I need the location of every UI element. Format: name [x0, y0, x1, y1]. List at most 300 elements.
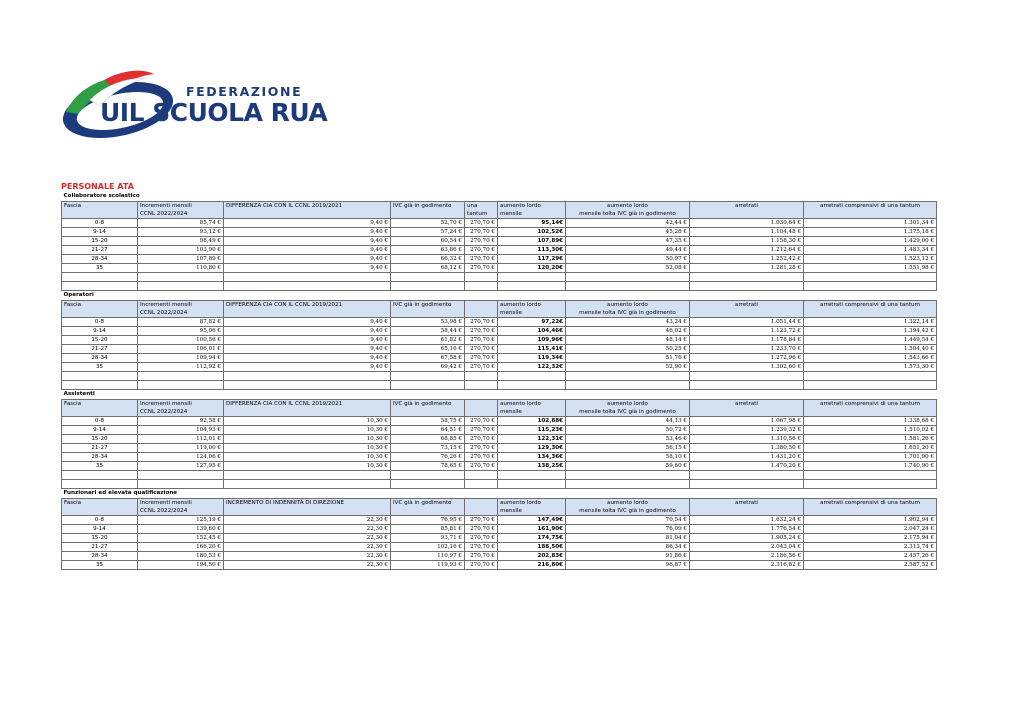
group-title: Collaboratore scolastico	[63, 193, 140, 199]
empty-cell	[498, 471, 566, 480]
table-cell: 107,89€	[498, 237, 566, 246]
empty-cell	[804, 273, 937, 282]
column-header: CCNL 2022/2024	[138, 309, 224, 318]
table-cell: 42,44 €	[566, 219, 690, 228]
empty-cell	[62, 480, 138, 489]
table-cell: 43,24 €	[566, 318, 690, 327]
column-header: INCREMENTO DI INDENNITÀ DI DIREZIONE	[224, 499, 391, 508]
table-row	[62, 219, 937, 228]
table-header-row	[62, 499, 937, 508]
table-row	[62, 327, 937, 336]
empty-cell	[498, 282, 566, 291]
table-cell: 46,02 €	[566, 327, 690, 336]
table-cell: 127,95 €	[138, 462, 224, 471]
column-header: arretrati comprensivi di una tantum	[804, 400, 937, 409]
table-cell: 10,30 €	[224, 453, 391, 462]
table-cell: 112,01 €	[138, 435, 224, 444]
table-cell: 115,41€	[498, 345, 566, 354]
table-header-row	[62, 301, 937, 310]
column-header: arretrati comprensivi di una tantum	[804, 301, 937, 310]
table-cell: 270,70 €	[465, 534, 498, 543]
column-header: aumento lordo	[498, 301, 566, 310]
table-cell: 9,40 €	[224, 318, 391, 327]
table-cell: 194,50 €	[138, 561, 224, 570]
table-cell: 10,30 €	[224, 426, 391, 435]
column-header	[465, 408, 498, 417]
column-header	[804, 408, 937, 417]
empty-cell	[465, 381, 498, 390]
table-cell: 1.483,34 €	[804, 246, 937, 255]
table-cell: 180,53 €	[138, 552, 224, 561]
empty-cell	[804, 381, 937, 390]
table-row	[62, 255, 937, 264]
column-header: arretrati	[690, 400, 804, 409]
table-cell: 76,09 €	[566, 525, 690, 534]
table-cell: 9,40 €	[224, 327, 391, 336]
table-cell: 76,26 €	[391, 453, 465, 462]
column-header: IVC già in godimento	[391, 499, 465, 508]
column-header	[391, 408, 465, 417]
table-cell: 28-34	[62, 255, 138, 264]
empty-cell	[62, 282, 138, 291]
column-header: aumento lordo	[498, 499, 566, 508]
table-row	[62, 318, 937, 327]
table-cell: 2.313,74 €	[804, 543, 937, 552]
empty-cell	[224, 381, 391, 390]
table-cell: 66,32 €	[391, 255, 465, 264]
table-cell: 1.581,26 €	[804, 435, 937, 444]
table-cell: 1.573,30 €	[804, 363, 937, 372]
section-title: PERSONALE ATA	[61, 182, 134, 191]
empty-cell	[62, 471, 138, 480]
table-cell: 86,34 €	[566, 543, 690, 552]
table-cell: 1.431,20 €	[690, 453, 804, 462]
table-cell: 87,82 €	[138, 318, 224, 327]
table-cell: 2.457,26 €	[804, 552, 937, 561]
column-header: una	[465, 202, 498, 211]
table-cell: 270,70 €	[465, 246, 498, 255]
table-cell: 1.632,24 €	[690, 516, 804, 525]
column-header: Fascia	[62, 499, 138, 508]
table-cell: 52,90 €	[566, 363, 690, 372]
table-cell: 122,31€	[498, 435, 566, 444]
table-cell: 270,70 €	[465, 219, 498, 228]
table-cell: 139,60 €	[138, 525, 224, 534]
column-header	[690, 309, 804, 318]
table-cell: 270,70 €	[465, 345, 498, 354]
table-cell: 49,44 €	[566, 246, 690, 255]
table-row	[62, 363, 937, 372]
column-header: mensile	[498, 210, 566, 219]
column-header	[690, 408, 804, 417]
table-header-row	[62, 507, 937, 516]
empty-cell	[690, 282, 804, 291]
column-header	[804, 309, 937, 318]
table-cell: 1.272,96 €	[690, 354, 804, 363]
table-cell: 70,54 €	[566, 516, 690, 525]
column-header: mensile	[498, 408, 566, 417]
empty-cell	[690, 381, 804, 390]
table-cell: 35	[62, 363, 138, 372]
empty-cell	[690, 471, 804, 480]
empty-cell	[465, 273, 498, 282]
table-row	[62, 246, 937, 255]
group-title: Operatori	[63, 292, 94, 298]
table-cell: 78,65 €	[391, 462, 465, 471]
table-cell: 120,20€	[498, 264, 566, 273]
table-cell: 73,15 €	[391, 444, 465, 453]
table-cell: 188,50€	[498, 543, 566, 552]
spacer-row	[62, 480, 937, 489]
table-cell: 50,72 €	[566, 426, 690, 435]
table-cell: 48,14 €	[566, 336, 690, 345]
empty-cell	[138, 372, 224, 381]
table-cell: 52,70 €	[391, 219, 465, 228]
table-row	[62, 462, 937, 471]
table-cell: 147,49€	[498, 516, 566, 525]
column-header: mensile tolta IVC già in godimento	[566, 309, 690, 318]
table-header-row	[62, 202, 937, 211]
column-header: aumento lordo	[566, 301, 690, 310]
empty-cell	[138, 480, 224, 489]
empty-cell	[62, 381, 138, 390]
table-cell: 109,96€	[498, 336, 566, 345]
table-cell: 110,97 €	[391, 552, 465, 561]
column-header	[224, 210, 391, 219]
table-cell: 58,75 €	[391, 417, 465, 426]
table-cell: 97,22€	[498, 318, 566, 327]
table-cell: 9,40 €	[224, 237, 391, 246]
empty-cell	[224, 273, 391, 282]
empty-cell	[62, 372, 138, 381]
table-cell: 1.380,50 €	[690, 444, 804, 453]
table-cell: 9,40 €	[224, 228, 391, 237]
table-cell: 117,29€	[498, 255, 566, 264]
table-cell: 270,70 €	[465, 336, 498, 345]
table-cell: 10,30 €	[224, 435, 391, 444]
column-header: aumento lordo	[566, 499, 690, 508]
document-body	[61, 181, 936, 570]
table-cell: 270,70 €	[465, 552, 498, 561]
table-cell: 1.104,48 €	[690, 228, 804, 237]
column-header: arretrati	[690, 499, 804, 508]
table-cell: 174,75€	[498, 534, 566, 543]
group-title: Funzionari ed elevata qualificazione	[63, 490, 178, 496]
table-cell: 60,54 €	[391, 237, 465, 246]
table-cell: 22,30 €	[224, 552, 391, 561]
table-cell: 35	[62, 462, 138, 471]
column-header	[62, 507, 138, 516]
table-cell: 1.252,42 €	[690, 255, 804, 264]
table-cell: 1.902,94 €	[804, 516, 937, 525]
column-header	[465, 309, 498, 318]
table-cell: 22,30 €	[224, 561, 391, 570]
table-cell: 1.322,14 €	[804, 318, 937, 327]
table-cell: 9,40 €	[224, 264, 391, 273]
table-cell: 1.178,84 €	[690, 336, 804, 345]
table-cell: 1.123,72 €	[690, 327, 804, 336]
column-header: CCNL 2022/2024	[138, 210, 224, 219]
table-cell: 98,49 €	[138, 237, 224, 246]
empty-cell	[690, 480, 804, 489]
table-cell: 270,70 €	[465, 237, 498, 246]
empty-cell	[804, 372, 937, 381]
column-header: DIFFERENZA CIA CON IL CCNL 2019/2021	[224, 301, 391, 310]
column-header: mensile	[498, 309, 566, 318]
table-cell: 270,70 €	[465, 435, 498, 444]
table-cell: 270,70 €	[465, 363, 498, 372]
column-header: Incrementi mensili	[138, 499, 224, 508]
table-cell: 22,30 €	[224, 543, 391, 552]
table-cell: 10,30 €	[224, 462, 391, 471]
table-cell: 50,97 €	[566, 255, 690, 264]
table-cell: 1.449,54 €	[804, 336, 937, 345]
table-cell: 45,28 €	[566, 228, 690, 237]
table-cell: 59,60 €	[566, 462, 690, 471]
table-cell: 68,85 €	[391, 435, 465, 444]
table-cell: 9,40 €	[224, 345, 391, 354]
table-cell: 21-27	[62, 345, 138, 354]
table-cell: 10,30 €	[224, 444, 391, 453]
table-cell: 9,40 €	[224, 255, 391, 264]
column-header	[465, 400, 498, 409]
table-row	[62, 525, 937, 534]
table-cell: 9,40 €	[224, 336, 391, 345]
table-cell: 270,70 €	[465, 462, 498, 471]
spacer-row	[62, 282, 937, 291]
table-row	[62, 237, 937, 246]
table-cell: 1.701,90 €	[804, 453, 937, 462]
table-cell: 103,90 €	[138, 246, 224, 255]
table-cell: 1.233,70 €	[690, 345, 804, 354]
table-cell: 124,06 €	[138, 453, 224, 462]
salary-table	[61, 192, 937, 570]
column-header	[690, 507, 804, 516]
empty-cell	[465, 480, 498, 489]
table-cell: 125,19 €	[138, 516, 224, 525]
table-cell: 2.047,24 €	[804, 525, 937, 534]
column-header: aumento lordo	[566, 202, 690, 211]
table-cell: 10,30 €	[224, 417, 391, 426]
table-cell: 21-27	[62, 543, 138, 552]
table-cell: 21-27	[62, 444, 138, 453]
column-header: DIFFERENZA CIA CON IL CCNL 2019/2021	[224, 400, 391, 409]
table-cell: 68,12 €	[391, 264, 465, 273]
table-cell: 270,70 €	[465, 516, 498, 525]
spacer-row	[62, 381, 937, 390]
table-cell: 9-14	[62, 327, 138, 336]
table-cell: 1.905,24 €	[690, 534, 804, 543]
table-cell: 15-20	[62, 237, 138, 246]
empty-cell	[465, 372, 498, 381]
table-cell: 9,40 €	[224, 246, 391, 255]
table-cell: 134,36€	[498, 453, 566, 462]
table-cell: 28-34	[62, 453, 138, 462]
table-cell: 44,13 €	[566, 417, 690, 426]
table-cell: 63,86 €	[391, 246, 465, 255]
table-cell: 1.030,64 €	[690, 219, 804, 228]
table-cell: 119,93 €	[391, 561, 465, 570]
column-header	[465, 301, 498, 310]
column-header: tantum	[465, 210, 498, 219]
column-header: arretrati comprensivi di una tantum	[804, 499, 937, 508]
table-cell: 1.551,98 €	[804, 264, 937, 273]
empty-cell	[465, 282, 498, 291]
table-row	[62, 417, 937, 426]
empty-cell	[804, 480, 937, 489]
table-cell: 270,70 €	[465, 264, 498, 273]
empty-cell	[224, 282, 391, 291]
table-cell: 22,30 €	[224, 516, 391, 525]
spacer-row	[62, 471, 937, 480]
table-row	[62, 534, 937, 543]
empty-cell	[498, 381, 566, 390]
table-row	[62, 561, 937, 570]
column-header: IVC già in godimento	[391, 202, 465, 211]
empty-cell	[566, 471, 690, 480]
table-cell: 0-8	[62, 318, 138, 327]
table-cell: 270,70 €	[465, 318, 498, 327]
column-header	[804, 507, 937, 516]
table-cell: 138,25€	[498, 462, 566, 471]
empty-cell	[804, 471, 937, 480]
table-cell: 69,42 €	[391, 363, 465, 372]
table-cell: 9,40 €	[224, 219, 391, 228]
column-header: Incrementi mensili	[138, 400, 224, 409]
empty-cell	[690, 273, 804, 282]
table-cell: 1.239,32 €	[690, 426, 804, 435]
column-header: Incrementi mensili	[138, 301, 224, 310]
table-cell: 9-14	[62, 525, 138, 534]
table-row	[62, 516, 937, 525]
table-header-row	[62, 400, 937, 409]
table-cell: 270,70 €	[465, 444, 498, 453]
table-cell: 1.375,18 €	[804, 228, 937, 237]
table-header-row	[62, 408, 937, 417]
table-cell: 1.212,64 €	[690, 246, 804, 255]
column-header: CCNL 2022/2024	[138, 408, 224, 417]
empty-cell	[391, 471, 465, 480]
table-row	[62, 228, 937, 237]
table-cell: 9,40 €	[224, 354, 391, 363]
table-cell: 0-8	[62, 219, 138, 228]
table-cell: 216,80€	[498, 561, 566, 570]
empty-cell	[566, 480, 690, 489]
table-cell: 102,88€	[498, 417, 566, 426]
table-cell: 22,30 €	[224, 534, 391, 543]
column-header: DIFFERENZA CIA CON IL CCNL 2019/2021	[224, 202, 391, 211]
table-cell: 104,46€	[498, 327, 566, 336]
table-cell: 1.776,54 €	[690, 525, 804, 534]
column-header	[62, 210, 138, 219]
table-cell: 81,04 €	[566, 534, 690, 543]
table-cell: 95,14€	[498, 219, 566, 228]
table-cell: 28-34	[62, 552, 138, 561]
table-cell: 93,12 €	[138, 228, 224, 237]
table-cell: 1.394,42 €	[804, 327, 937, 336]
table-row	[62, 354, 937, 363]
table-row	[62, 345, 937, 354]
table-header-row	[62, 309, 937, 318]
table-cell: 61,82 €	[391, 336, 465, 345]
table-cell: 9,40 €	[224, 363, 391, 372]
column-header: aumento lordo	[498, 400, 566, 409]
table-cell: 15-20	[62, 435, 138, 444]
table-cell: 96,87 €	[566, 561, 690, 570]
table-cell: 1.310,56 €	[690, 435, 804, 444]
table-cell: 21-27	[62, 246, 138, 255]
table-cell: 119,34€	[498, 354, 566, 363]
empty-cell	[391, 372, 465, 381]
table-cell: 270,70 €	[465, 417, 498, 426]
table-cell: 2.186,56 €	[690, 552, 804, 561]
table-cell: 270,70 €	[465, 354, 498, 363]
table-cell: 115,23€	[498, 426, 566, 435]
column-header: aumento lordo	[498, 202, 566, 211]
table-cell: 270,70 €	[465, 426, 498, 435]
table-cell: 1.470,20 €	[690, 462, 804, 471]
table-cell: 1.510,02 €	[804, 426, 937, 435]
table-cell: 112,92 €	[138, 363, 224, 372]
table-cell: 110,80 €	[138, 264, 224, 273]
empty-cell	[391, 480, 465, 489]
table-cell: 76,95 €	[391, 516, 465, 525]
table-cell: 152,45 €	[138, 534, 224, 543]
table-cell: 270,70 €	[465, 228, 498, 237]
column-header: IVC già in godimento	[391, 301, 465, 310]
table-cell: 107,89 €	[138, 255, 224, 264]
table-cell: 93,71 €	[391, 534, 465, 543]
table-cell: 15-20	[62, 336, 138, 345]
table-cell: 1.281,28 €	[690, 264, 804, 273]
table-row	[62, 453, 937, 462]
table-cell: 2.043,04 €	[690, 543, 804, 552]
empty-cell	[804, 282, 937, 291]
spacer-row	[62, 372, 937, 381]
table-cell: 67,58 €	[391, 354, 465, 363]
column-header: aumento lordo	[566, 400, 690, 409]
table-cell: 270,70 €	[465, 543, 498, 552]
table-row	[62, 543, 937, 552]
column-header: mensile tolta IVC già in godimento	[566, 408, 690, 417]
column-header	[224, 309, 391, 318]
spacer-row	[62, 273, 937, 282]
table-cell: 47,35 €	[566, 237, 690, 246]
table-cell: 58,10 €	[566, 453, 690, 462]
table-cell: 53,98 €	[391, 318, 465, 327]
table-cell: 270,70 €	[465, 453, 498, 462]
table-cell: 106,01 €	[138, 345, 224, 354]
empty-cell	[138, 381, 224, 390]
table-cell: 9-14	[62, 228, 138, 237]
table-row	[62, 552, 937, 561]
column-header	[391, 210, 465, 219]
column-header: Fascia	[62, 400, 138, 409]
table-cell: 64,51 €	[391, 426, 465, 435]
table-cell: 113,30€	[498, 246, 566, 255]
table-header-row	[62, 210, 937, 219]
column-header: arretrati	[690, 301, 804, 310]
empty-cell	[138, 273, 224, 282]
column-header	[62, 309, 138, 318]
table-cell: 85,74 €	[138, 219, 224, 228]
table-cell: 95,06 €	[138, 327, 224, 336]
table-cell: 100,56 €	[138, 336, 224, 345]
group-title: Assistenti	[63, 391, 95, 397]
table-cell: 22,30 €	[224, 525, 391, 534]
table-cell: 92,58 €	[138, 417, 224, 426]
column-header: mensile tolta IVC già in godimento	[566, 507, 690, 516]
